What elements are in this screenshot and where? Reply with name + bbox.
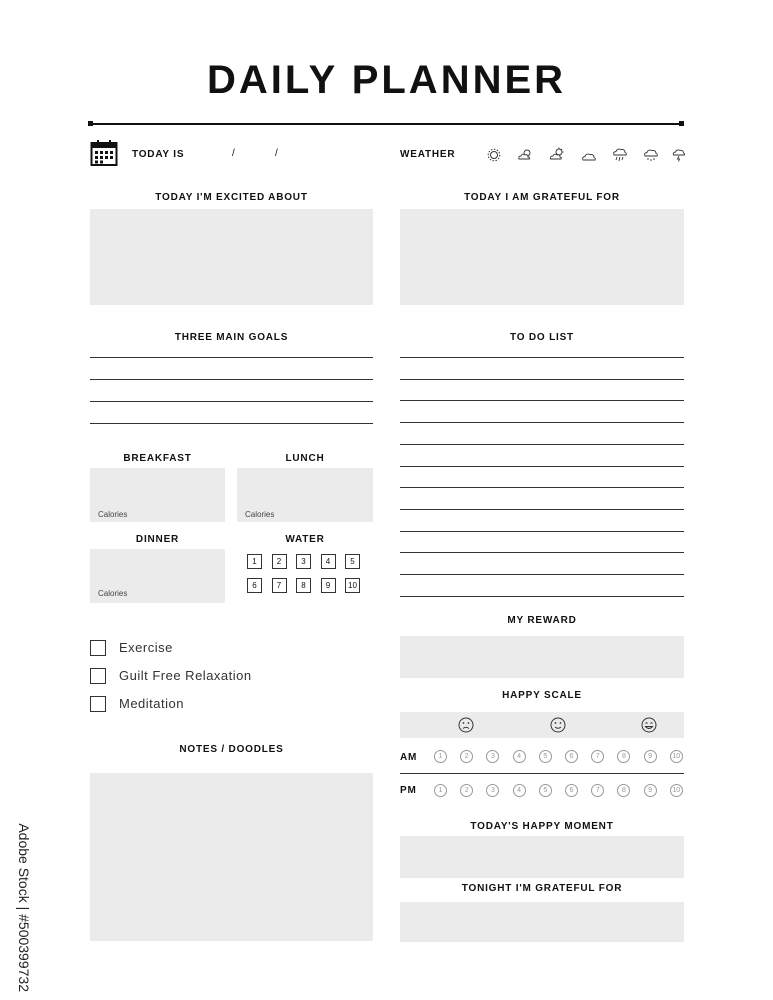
storm-icon[interactable] <box>672 148 686 162</box>
pm-scale-circle[interactable]: 6 <box>565 784 578 797</box>
todo-line[interactable] <box>400 379 684 380</box>
smile-face-icon[interactable] <box>550 717 566 733</box>
page-title: DAILY PLANNER <box>206 58 567 102</box>
pm-scale-circle[interactable]: 8 <box>617 784 630 797</box>
am-scale-circle[interactable]: 1 <box>434 750 447 763</box>
todo-line[interactable] <box>400 487 684 488</box>
am-scale-circle[interactable]: 8 <box>617 750 630 763</box>
dinner-box[interactable] <box>90 549 225 603</box>
pm-label: PM <box>400 785 417 796</box>
pm-scale-circle[interactable]: 5 <box>539 784 552 797</box>
am-scale-circle[interactable]: 4 <box>513 750 526 763</box>
pm-scale-circle[interactable]: 4 <box>513 784 526 797</box>
pm-scale-circle[interactable]: 9 <box>644 784 657 797</box>
calories-label: Calories <box>245 510 275 519</box>
happy-scale-faces <box>400 712 684 738</box>
today-is-label: TODAY IS <box>132 149 185 160</box>
todo-line[interactable] <box>400 466 684 467</box>
dinner-heading: DINNER <box>135 534 180 545</box>
breakfast-heading: BREAKFAST <box>123 453 192 464</box>
happy-moment-heading: TODAY'S HAPPY MOMENT <box>470 821 614 832</box>
todo-line[interactable] <box>400 400 684 401</box>
water-glass-box[interactable]: 5 <box>345 554 360 569</box>
calories-label: Calories <box>98 589 128 598</box>
cloud-icon[interactable] <box>581 149 597 163</box>
goal-line[interactable] <box>90 379 373 380</box>
goal-line[interactable] <box>90 357 373 358</box>
rule-end-dot <box>88 121 93 126</box>
water-glass-box[interactable]: 4 <box>321 554 336 569</box>
goal-line[interactable] <box>90 401 373 402</box>
title-rule <box>90 123 682 125</box>
checkbox[interactable] <box>90 640 106 656</box>
todo-line[interactable] <box>400 531 684 532</box>
pm-scale-circle[interactable]: 2 <box>460 784 473 797</box>
goals-heading: THREE MAIN GOALS <box>174 332 289 343</box>
water-glass-box[interactable]: 9 <box>321 578 336 593</box>
snow-icon[interactable] <box>643 148 659 162</box>
excited-heading: TODAY I'M EXCITED ABOUT <box>155 192 308 203</box>
todo-line[interactable] <box>400 596 684 597</box>
water-glass-box[interactable]: 10 <box>345 578 360 593</box>
goal-line[interactable] <box>90 423 373 424</box>
partly-cloudy-icon[interactable] <box>549 147 565 161</box>
scale-divider <box>400 773 684 774</box>
date-separator: / <box>275 148 279 159</box>
todo-line[interactable] <box>400 422 684 423</box>
pm-scale-circle[interactable]: 3 <box>486 784 499 797</box>
pm-scale-circle[interactable]: 7 <box>591 784 604 797</box>
rain-icon[interactable] <box>612 147 628 163</box>
water-glass-box[interactable]: 2 <box>272 554 287 569</box>
lunch-box[interactable] <box>237 468 373 522</box>
checklist-label: Guilt Free Relaxation <box>119 668 252 683</box>
am-scale-circle[interactable]: 9 <box>644 750 657 763</box>
pm-scale-circle[interactable]: 1 <box>434 784 447 797</box>
am-scale-circle[interactable]: 3 <box>486 750 499 763</box>
calories-label: Calories <box>98 510 128 519</box>
todo-line[interactable] <box>400 357 684 358</box>
happy-face-icon[interactable] <box>641 717 657 733</box>
todo-line[interactable] <box>400 574 684 575</box>
tonight-grateful-box[interactable] <box>400 902 684 942</box>
sun-icon[interactable] <box>487 148 501 162</box>
calendar-icon <box>90 139 118 167</box>
notes-heading: NOTES / DOODLES <box>179 744 284 755</box>
date-separator: / <box>232 148 236 159</box>
excited-box[interactable] <box>90 209 373 305</box>
pm-scale-circle[interactable]: 10 <box>670 784 683 797</box>
grateful-heading: TODAY I AM GRATEFUL FOR <box>464 192 620 203</box>
stock-id-text: Adobe Stock | #500399732 <box>16 823 32 992</box>
reward-box[interactable] <box>400 636 684 678</box>
water-heading: WATER <box>285 534 325 545</box>
am-scale-circle[interactable]: 5 <box>539 750 552 763</box>
water-glass-box[interactable]: 8 <box>296 578 311 593</box>
water-glass-box[interactable]: 1 <box>247 554 262 569</box>
lunch-heading: LUNCH <box>285 453 325 464</box>
water-glass-box[interactable]: 3 <box>296 554 311 569</box>
am-scale-circle[interactable]: 2 <box>460 750 473 763</box>
tonight-grateful-heading: TONIGHT I'M GRATEFUL FOR <box>461 883 623 894</box>
sad-face-icon[interactable] <box>458 717 474 733</box>
checklist-label: Exercise <box>119 640 173 655</box>
notes-box[interactable] <box>90 773 373 941</box>
stock-id-watermark <box>10 760 34 992</box>
am-label: AM <box>400 752 418 763</box>
checkbox[interactable] <box>90 696 106 712</box>
happy-scale-heading: HAPPY SCALE <box>502 690 582 701</box>
weather-label: WEATHER <box>400 149 456 160</box>
water-glass-box[interactable]: 7 <box>272 578 287 593</box>
checkbox[interactable] <box>90 668 106 684</box>
cloud-sun-icon[interactable] <box>517 148 533 162</box>
reward-heading: MY REWARD <box>507 615 577 626</box>
todo-line[interactable] <box>400 552 684 553</box>
checklist-label: Meditation <box>119 696 184 711</box>
breakfast-box[interactable] <box>90 468 225 522</box>
am-scale-circle[interactable]: 7 <box>591 750 604 763</box>
water-glass-box[interactable]: 6 <box>247 578 262 593</box>
todo-heading: TO DO LIST <box>510 332 574 343</box>
todo-line[interactable] <box>400 444 684 445</box>
rule-end-dot <box>679 121 684 126</box>
happy-moment-box[interactable] <box>400 836 684 878</box>
am-scale-circle[interactable]: 6 <box>565 750 578 763</box>
todo-line[interactable] <box>400 509 684 510</box>
am-scale-circle[interactable]: 10 <box>670 750 683 763</box>
grateful-box[interactable] <box>400 209 684 305</box>
